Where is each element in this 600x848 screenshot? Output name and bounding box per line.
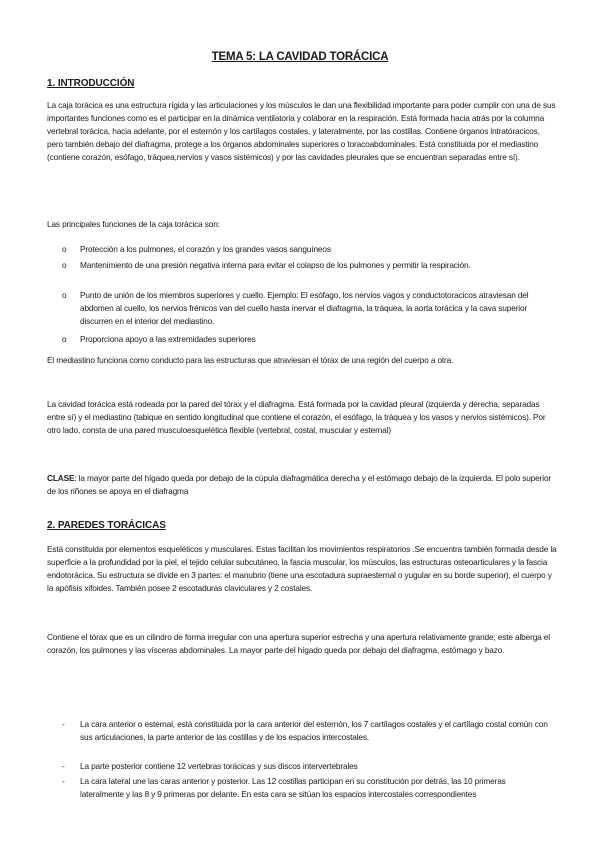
document-title: TEMA 5: LA CAVIDAD TORÁCICA [211,51,389,63]
function-item: Protección a los pulmones, el corazón y los grandes vasos sanguíneos [80,244,331,254]
bullet-marker: - [62,719,65,729]
clase-label: CLASE [47,473,75,483]
wall-item: La parte posterior contiene 12 vertebras torácicas y sus discos intervertebrales [80,761,358,771]
cavidad-paragraph: La cavidad torácica está rodeada por la pared del tórax y el diafragma. Está formada por la cavidad pleural (izquierda y derecha, separadas entre sí) y el mediastino (tabique en sentido longitudinal que contiene el corazón, el esófago, la tráquea y los vasos y nervios sistémicos). Por otro lado, consta de una pared musculoesquelética flexible (vertebral, costal, muscular y esternal) [47,399,546,435]
functions-intro: Las principales funciones de la caja torácica son: [47,219,220,229]
bullet-marker: - [62,761,65,771]
section-heading-introduccion: 1. INTRODUCCIÓN [47,78,135,89]
section-heading-paredes: 2. PAREDES TORÁCICAS [47,520,166,531]
bullet-marker: o [62,244,67,254]
clase-text: : la mayor parte del hígado queda por debajo de la cúpula diafragmática derecha y el estómago debajo de la izquierda. El polo superior de los riñones se apoya en el diafragma [47,473,552,496]
wall-item: La cara anterior o esternal, está constituida por la cara anterior del esternón, los 7 cartílagos costales y el cartílago costal común con sus articulaciones, la parte anterior de las costillas y de los espacios intercostales. [80,719,548,742]
torax-paragraph: Contiene el tórax que es un cilindro de forma irregular con una apertura superior estrecha y una apertura relativamente grande; este alberga el corazón, los pulmones y las vísceras abdominales. La mayor parte del hígado queda por debajo del diafragma, estómago y bazo. [47,632,550,655]
function-item: Punto de unión de los miembros superiores y cuello. Ejemplo: El esófago, los nervios vagos y conductotoracicos atraviesan del abdomen al cuello, los nervios frénicos van del cuello hasta inervar el diafragma, la tráquea, la aorta torácica y la cava superior discurren en el interior del mediastino. [80,290,529,326]
wall-item: La cara lateral une las caras anterior y posterior. Las 12 costillas participan en su constitución por detrás, las 10 primeras lateralmente y las 8 y 9 primeras por delante. En esta cara se sitúan los espacios intercostales correspondientes [80,776,506,799]
bullet-marker: o [62,290,67,300]
clase-note [47,472,557,498]
bullet-marker: o [62,334,67,344]
mediastino-paragraph: El mediastino funciona como conducto para las estructuras que atraviesan el tórax de una región del cuerpo a otra. [47,355,454,365]
bullet-marker: - [62,776,65,786]
paredes-paragraph: Está constituida por elementos esqueléticos y musculares. Estas facilitan los movimientos respiratorios .Se encuentra también formada desde la superficie a la profundidad por la piel, el tejido celular subcutáneo, la fascia muscular, los músculos, las estructuras osteoarticulares y la fascia endotorácica. Su estructura se divide en 3 partes: el manubrio (tiene una escotadura supraesternal o yugular en su borde superior), el cuerpo y la apófisis xifoides. También posee 2 escotaduras claviculares y 2 costales. [47,544,557,593]
function-item: Proporciona apoyo a las extremidades superiores [80,334,256,344]
function-item: Mantenimiento de una presión negativa interna para evitar el colapso de los pulmones y permitir la respiración. [80,260,471,270]
bullet-marker: o [62,260,67,270]
intro-paragraph: La caja torácica es una estructura rígida y las articulaciones y los músculos le dan una flexibilidad importante para poder cumplir con una de sus importantes funciones como es el participar en la dinámica ventilatoria y colaborar en la respiración. Está formada hacia atrás por la columna vertebral torácica, hacia adelante, por el esternón y los cartílagos costales, y lateralmente, por las costillas. Contiene órganos intratóracicos, pero también debajo del diafragma, protege a los órganos abdominales superiores o toracoabdominales. Está constituida por el mediastino (contiene corazón, esófago, tráquea,nervios y vasos sistémicos) y por las cavidades pleurales que se encuentran separadas entre sí). [47,100,556,162]
